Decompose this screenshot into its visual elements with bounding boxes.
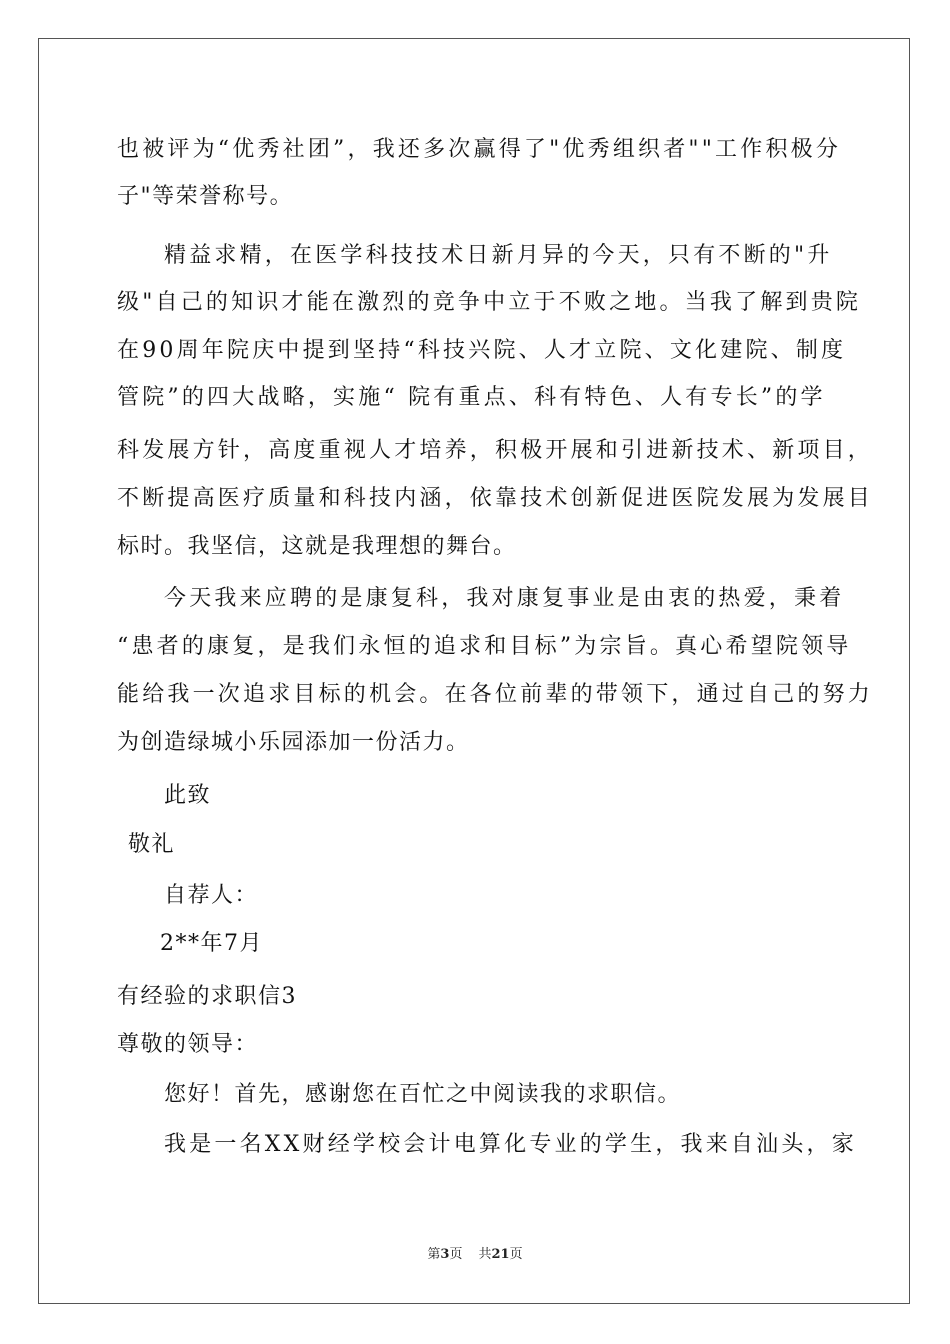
text-line: 子"等荣誉称号。 xyxy=(117,184,294,209)
total-prefix: 共 xyxy=(478,1247,492,1262)
text-line: 级"自己的知识才能在激烈的竞争中立于不败之地。当我了解到贵院 xyxy=(117,290,862,315)
text-line: 您好！首先，感谢您在百忙之中阅读我的求职信。 xyxy=(164,1082,682,1107)
text-line: 为创造绿城小乐园添加一份活力。 xyxy=(117,730,470,755)
page-number: 3 xyxy=(440,1247,450,1262)
page-footer xyxy=(0,1246,950,1264)
page-total: 21 xyxy=(491,1247,510,1262)
text-line: 标时。我坚信，这就是我理想的舞台。 xyxy=(117,534,517,559)
page-suffix: 页 xyxy=(449,1247,463,1262)
signature-line: 自荐人： xyxy=(164,883,259,908)
text-line: 科发展方针，高度重视人才培养，积极开展和引进新技术、新项目， xyxy=(117,438,874,463)
closing-line: 此致 xyxy=(164,783,212,808)
page-frame xyxy=(38,38,910,1304)
greeting-line: 尊敬的领导： xyxy=(117,1032,259,1057)
text-line: 管院”的四大战略，实施“ 院有重点、科有特色、人有专长”的学 xyxy=(117,385,826,410)
text-line: “患者的康复，是我们永恒的追求和目标”为宗旨。真心希望院领导 xyxy=(117,634,852,659)
text-line: 不断提高医疗质量和科技内涵，依靠技术创新促进医院发展为发展目 xyxy=(117,486,874,511)
text-line: 在90周年院庆中提到坚持“科技兴院、人才立院、文化建院、制度 xyxy=(117,338,847,363)
section-title: 有经验的求职信3 xyxy=(117,984,297,1009)
text-line: 也被评为“优秀社团”，我还多次赢得了"优秀组织者""工作积极分 xyxy=(117,137,842,162)
text-line: 精益求精，在医学科技技术日新月异的今天，只有不断的"升 xyxy=(164,243,833,268)
text-line: 我是一名XX财经学校会计电算化专业的学生，我来自汕头，家 xyxy=(164,1132,857,1157)
date-line: 2**年7月 xyxy=(160,931,263,956)
text-line: 能给我一次追求目标的机会。在各位前辈的带领下，通过自己的努力 xyxy=(117,682,874,707)
salutation-line: 敬礼 xyxy=(128,832,176,857)
total-suffix: 页 xyxy=(509,1247,523,1262)
page-prefix: 第 xyxy=(427,1247,441,1262)
text-line: 今天我来应聘的是康复科，我对康复事业是由衷的热爱，秉着 xyxy=(164,586,845,611)
